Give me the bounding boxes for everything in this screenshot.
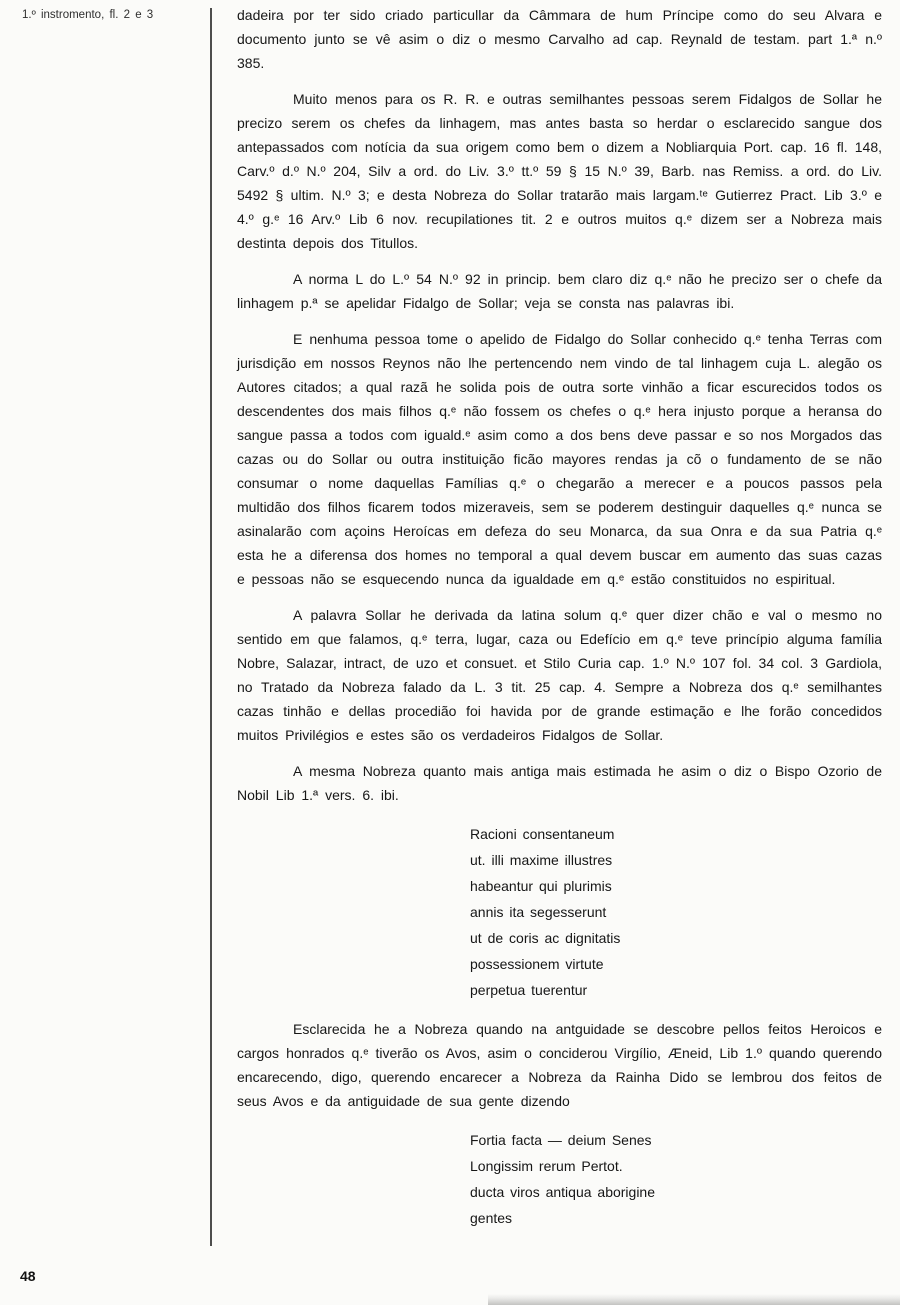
paragraph-7: Esclarecida he a Nobreza quando na antguidade se descobre pellos feitos Heroicos e cargos honrados q.ᵉ tiverão os Avos, asim o conciderou Virgílio, Æneid, Lib 1.º quando querendo encarecendo, digo, querendo encarecer a Nobreza da Rainha Dido se lembrou dos feitos de seus Avos e da antiguidade de sua gente dizendo bbox=[237, 1021, 882, 1109]
verse-line: ut de coris ac dignitatis bbox=[470, 930, 621, 946]
page-number: 48 bbox=[20, 1268, 36, 1284]
paragraph-2: Muito menos para os R. R. e outras semilhantes pessoas serem Fidalgos de Sollar he precizo serem os chefes da linhagem, mas antes basta so herdar o esclarecido sangue dos antepassados com notícia da sua origem como bem o dizem a Nobliarquia Port. cap. 16 fl. 148, Carv.º d.º N.º 204, Silv a ord. do Liv. 3.º tt.º 59 § 15 N.º 39, Barb. nas Remiss. a ord. do Liv. 5492 § ultim. N.º 3; e desta Nobreza do Sollar tratarão mais largam.ᵗᵉ Gutierrez Pract. Lib 3.º e 4.º g.ᵉ 16 Arv.º Lib 6 nov. recupilationes tit. 2 e outros muitos q.ᵉ dizem ser a Nobreza mais destinta depois dos Titullos. bbox=[237, 91, 882, 251]
verse-line: Fortia facta — deium Senes bbox=[470, 1132, 652, 1148]
paragraph-1: dadeira por ter sido criado particullar da Câmmara de hum Príncipe como do seu Alvara e documento junto se vê asim o diz o mesmo Carvalho ad cap. Reynald de testam. part 1.ª n.º 385. bbox=[237, 7, 882, 71]
verse-line: Longissim rerum Pertot. bbox=[470, 1158, 623, 1174]
paragraph-3: A norma L do L.º 54 N.º 92 in princip. bem claro diz q.ᵉ não he precizo ser o chefe da linhagem p.ª se apelidar Fidalgo de Sollar; veja se consta nas palavras ibi. bbox=[237, 271, 882, 311]
paragraph-4: E nenhuma pessoa tome o apelido de Fidalgo do Sollar conhecido q.ᵉ tenha Terras com jurisdição em nossos Reynos não lhe pertencendo nem vindo de tal linhagem cuja L. alegão os Autores citados; a qual razã he solida pois de outra sorte vinhão a ficar escurecidos todos os descendentes dos mais filhos q.ᵉ não fossem os chefes o q.ᵉ hera injusto porque a heransa do sangue passa a todos com iguald.ᵉ asim como a dos bens deve passar e so nos Morgados das cazas ou do Sollar ou outra instituição ficão mayores rendas ja cõ o fundamento de se não consumar o nome daquellas Famílias q.ᵉ o chegarão a merecer e a poucos passos pela multidão dos filhos ficarem todos mizeraveis, sem se poderem destinguir daquelles q.ᵉ nunca se asinalarão com açoins Heroícas em defeza do seu Monarca, da sua Onra e da sua Patria q.ᵉ esta he a diferensa dos homes no temporal a qual devem buscar em aumento das suas cazas e pessoas não se esquecendo nunca da igualdade em q.ᵉ estão constituidos no espiritual. bbox=[237, 331, 882, 587]
paragraph-5: A palavra Sollar he derivada da latina solum q.ᵉ quer dizer chão e val o mesmo no sentido em que falamos, q.ᵉ terra, lugar, caza ou Edefício em q.ᵉ teve princípio alguma família Nobre, Salazar, intract, de uzo et consuet. et Stilo Curia cap. 1.º N.º 107 fol. 34 col. 3 Gardiola, no Tratado da Nobreza falado da L. 3 tit. 25 cap. 4. Sempre a Nobreza dos q.ᵉ semilhantes cazas tinhão e dellas procedião foi havida por de grande estimação e lhe forão concedidos muitos Privilégios e estes são os verdadeiros Fidalgos de Sollar. bbox=[237, 607, 882, 743]
verse-line: habeantur qui plurimis bbox=[470, 878, 612, 894]
column-divider-rule bbox=[210, 8, 212, 1246]
verse-line: ut. illi maxime illustres bbox=[470, 852, 613, 868]
scan-artifact-strip bbox=[488, 1294, 900, 1305]
verse-line: perpetua tuerentur bbox=[470, 982, 588, 998]
paragraph-6: A mesma Nobreza quanto mais antiga mais estimada he asim o diz o Bispo Ozorio de Nobil Lib 1.ª vers. 6. ibi. bbox=[237, 763, 882, 803]
verse-line: possessionem virtute bbox=[470, 956, 604, 972]
text-column bbox=[237, 3, 882, 1245]
margin-note: 1.º instromento, fl. 2 e 3 bbox=[22, 9, 154, 21]
verse-block-2 bbox=[470, 1127, 882, 1231]
verse-block-1 bbox=[470, 821, 882, 1003]
verse-line: gentes bbox=[470, 1210, 513, 1226]
verse-line: Racioni consentaneum bbox=[470, 826, 615, 842]
verse-line: ducta viros antiqua aborigine bbox=[470, 1184, 656, 1200]
verse-line: annis ita segesserunt bbox=[470, 904, 607, 920]
